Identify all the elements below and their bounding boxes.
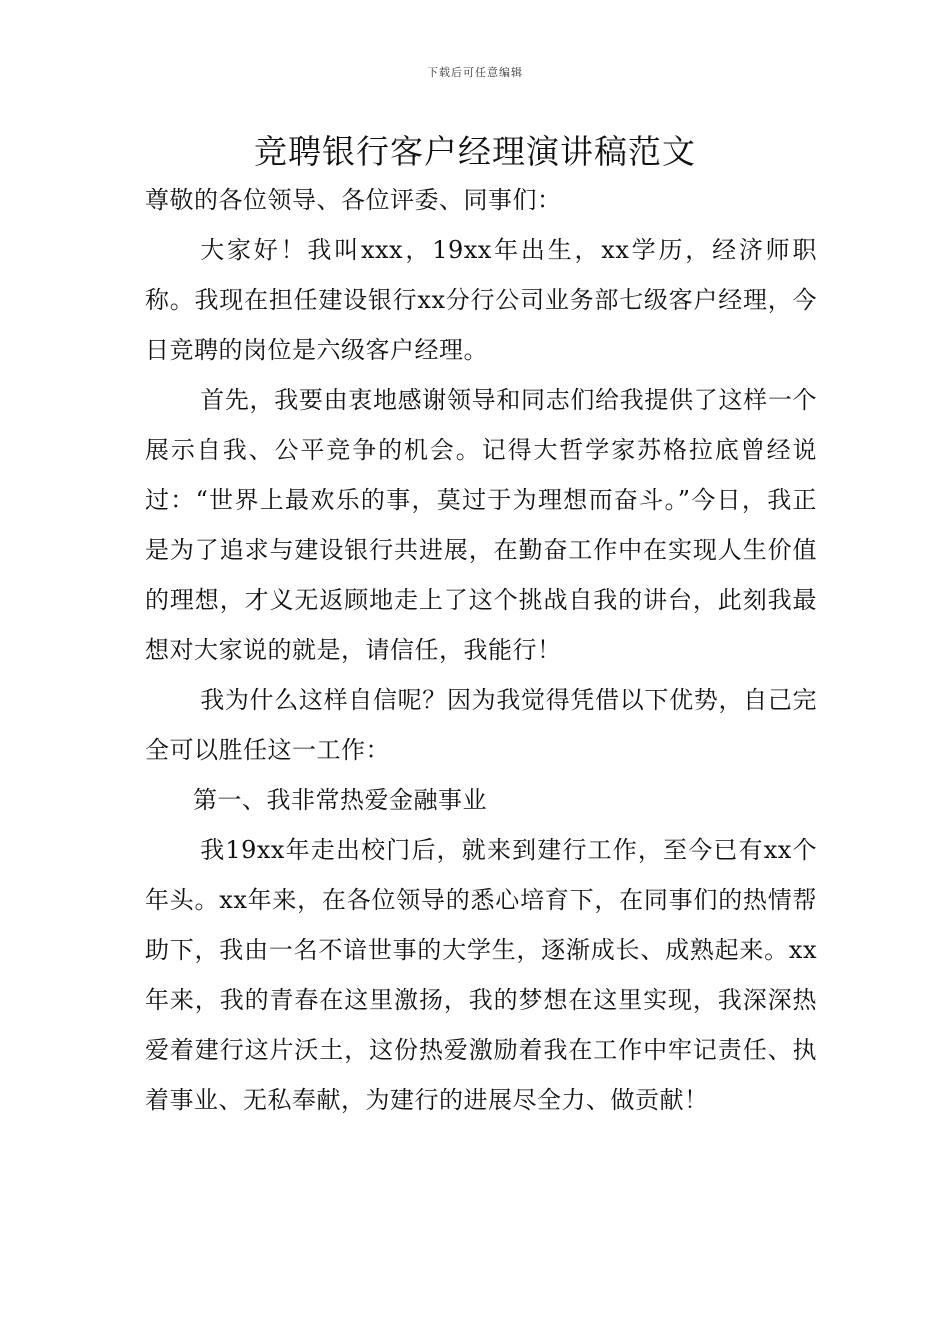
section-heading: 第一、我非常热爱金融事业 (193, 786, 487, 814)
document-body (145, 175, 817, 1125)
header-note: 下载后可任意编辑 (427, 66, 523, 79)
salutation: 尊敬的各位领导、各位评委、同事们： (145, 186, 562, 214)
paragraph-section-one: 我19xx年走出校门后，就来到建行工作，至今已有xx个年头。xx年来，在各位领导的悉心培育下，在同事们的热情帮助下，我由一名不谙世事的大学生，逐渐成长、成熟起来。xx年来，我的青春在这里激扬，我的梦想在这里实现，我深深热爱着建行这片沃土，这份热爱激励着我在工作中牢记责任、执着事业、无私奉献，为建行的进展尽全力、做贡献！ (145, 836, 817, 1114)
document-title: 竞聘银行客户经理演讲稿范文 (254, 132, 696, 171)
paragraph-intro: 大家好！我叫xxx，19xx年出生，xx学历，经济师职称。我现在担任建设银行xx分行公司业务部七级客户经理，今日竞聘的岗位是六级客户经理。 (145, 236, 817, 364)
paragraph-confidence: 我为什么这样自信呢？因为我觉得凭借以下优势，自己完全可以胜任这一工作： (145, 686, 817, 764)
paragraph-thanks: 首先，我要由衷地感谢领导和同志们给我提供了这样一个展示自我、公平竞争的机会。记得大哲学家苏格拉底曾经说过：“世界上最欢乐的事，莫过于为理想而奋斗。”今日，我正是为了追求与建设银行共进展，在勤奋工作中在实现人生价值的理想，才义无返顾地走上了这个挑战自我的讲台，此刻我最想对大家说的就是，请信任，我能行！ (145, 386, 817, 664)
